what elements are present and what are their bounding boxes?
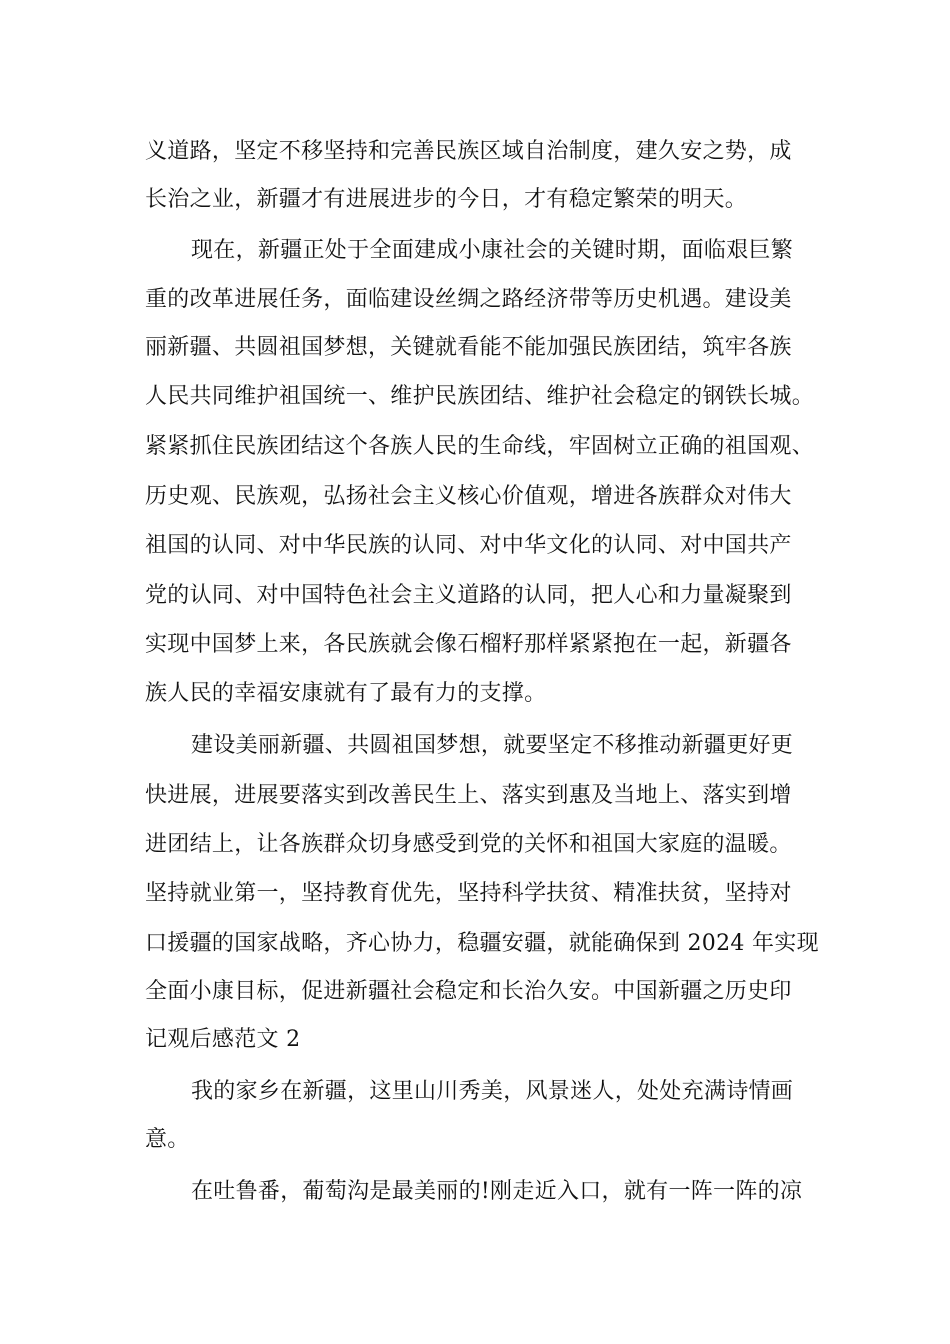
text-line: 族人民的幸福安康就有了最有力的支撑。 [145, 681, 547, 706]
paragraph-first-line: 我的家乡在新疆，这里山川秀美，风景迷人，处处充满诗情画 [191, 1079, 794, 1104]
text-line: 丽新疆、共圆祖国梦想，关键就看能不能加强民族团结，筑牢各族 [145, 335, 792, 360]
text-line: 全面小康目标，促进新疆社会稳定和长治久安。中国新疆之历史印 [145, 979, 792, 1004]
text-line: 党的认同、对中国特色社会主义道路的认同，把人心和力量凝聚到 [145, 583, 792, 608]
text-line: 紧紧抓住民族团结这个各族人民的生命线，牢固树立正确的祖国观、 [145, 434, 815, 459]
text-line: 坚持就业第一，坚持教育优先，坚持科学扶贫、精准扶贫，坚持对 [145, 881, 792, 906]
text-line: 历史观、民族观，弘扬社会主义核心价值观，增进各族群众对伟大 [145, 484, 792, 509]
text-line: 进团结上，让各族群众切身感受到党的关怀和祖国大家庭的温暖。 [145, 832, 792, 857]
paragraph-first-line: 现在，新疆正处于全面建成小康社会的关键时期，面临艰巨繁 [191, 238, 794, 263]
text-line: 意。 [145, 1127, 190, 1152]
text-line: 口援疆的国家战略，齐心协力，稳疆安疆，就能确保到 2024 年实现 [145, 931, 819, 956]
text-line: 快进展，进展要落实到改善民生上、落实到惠及当地上、落实到增 [145, 783, 792, 808]
text-line: 祖国的认同、对中华民族的认同、对中华文化的认同、对中国共产 [145, 533, 792, 558]
text-line: 长治之业，新疆才有进展进步的今日，才有稳定繁荣的明天。 [145, 187, 748, 212]
text-line: 人民共同维护祖国统一、维护民族团结、维护社会稳定的钢铁长城。 [145, 384, 815, 409]
text-line: 义道路，坚定不移坚持和完善民族区域自治制度，建久安之势，成 [145, 139, 792, 164]
text-line: 实现中国梦上来，各民族就会像石榴籽那样紧紧抱在一起，新疆各 [145, 632, 792, 657]
section-heading-line: 记观后感范文 2 [145, 1027, 301, 1052]
paragraph-first-line: 在吐鲁番，葡萄沟是最美丽的!刚走近入口，就有一阵一阵的凉 [191, 1179, 803, 1204]
text-line: 重的改革进展任务，面临建设丝绸之路经济带等历史机遇。建设美 [145, 287, 792, 312]
paragraph-first-line: 建设美丽新疆、共圆祖国梦想，就要坚定不移推动新疆更好更 [191, 733, 794, 758]
